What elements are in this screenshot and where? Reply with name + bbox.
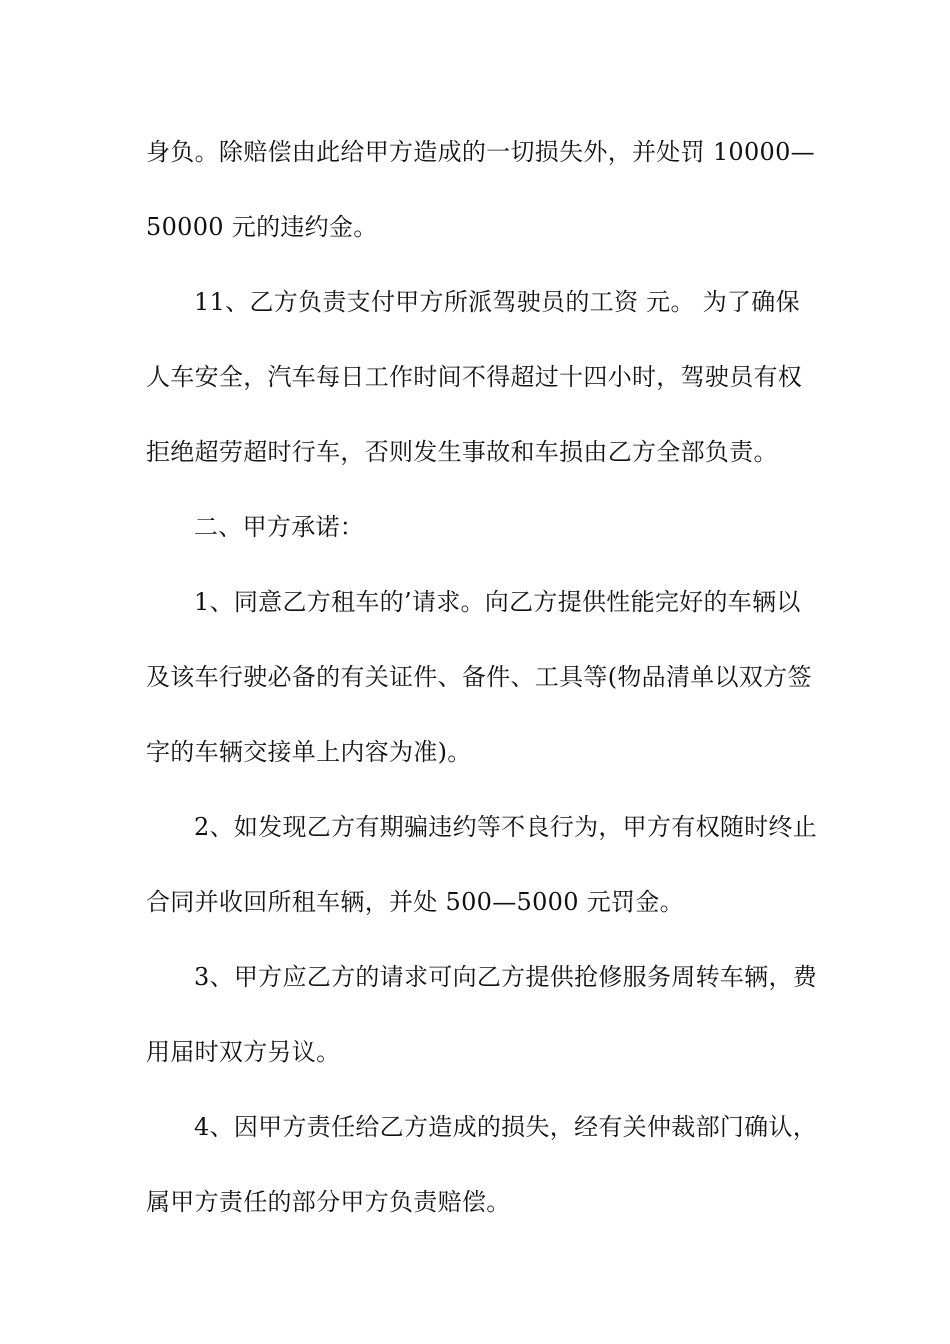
paragraph-item-11: 11、乙方负责支付甲方所派驾驶员的工资 元。 为了确保 [194,288,800,316]
paragraph-item-1: 1、同意乙方租车的’请求。向乙方提供性能完好的车辆以 [194,588,801,616]
text-line-8: 及该车行驶必备的有关证件、备件、工具等(物品清单以双方签 [146,663,812,691]
text-line-11: 合同并收回所租车辆，并处 500—5000 元罚金。 [146,888,684,916]
text-line-9: 字的车辆交接单上内容为准)。 [146,738,472,766]
text-line-13: 用届时双方另议。 [146,1038,341,1066]
text-line-4: 人车安全，汽车每日工作时间不得超过十四小时，驾驶员有权 [146,363,803,391]
text-line-5: 拒绝超劳超时行车，否则发生事故和车损由乙方全部负责。 [146,438,778,466]
section-heading: 二、甲方承诺： [194,513,365,541]
text-line-2: 50000 元的违约金。 [146,213,378,241]
text-line-15: 属甲方责任的部分甲方负责赔偿。 [146,1188,511,1216]
paragraph-item-4: 4、因甲方责任给乙方造成的损失，经有关仲裁部门确认， [194,1113,818,1141]
paragraph-item-3: 3、甲方应乙方的请求可向乙方提供抢修服务周转车辆，费 [194,963,818,991]
paragraph-item-2: 2、如发现乙方有期骗违约等不良行为，甲方有权随时终止 [194,813,818,841]
text-line-1: 身负。除赔偿由此给甲方造成的一切损失外，并处罚 10000— [146,138,815,166]
